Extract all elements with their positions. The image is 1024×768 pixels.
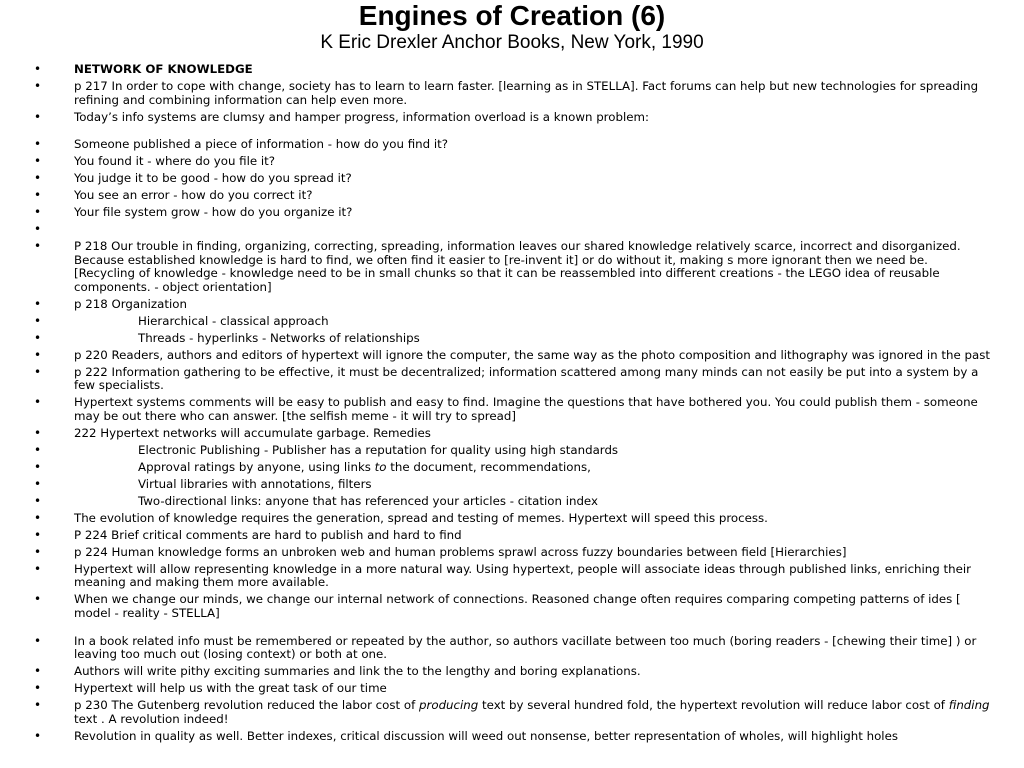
bullet-text: [74, 698, 990, 726]
bullet-dot-icon: •: [34, 188, 42, 203]
bullet-text: When we change our minds, we change our internal network of connections. Reasoned change often requires comparing competing patterns of ides [ model - reality - STELLA]: [74, 592, 961, 620]
bullet-text: Hierarchical - classical approach: [138, 313, 329, 328]
bullet-item: [0, 699, 1024, 726]
bullet-dot-icon: •: [34, 296, 42, 311]
bullet-text: You judge it to be good - how do you spread it?: [74, 171, 352, 186]
bullet-dot-icon: •: [34, 633, 42, 648]
bullet-text: Virtual libraries with annotations, filters: [138, 476, 372, 491]
text-segment: Approval ratings by anyone, using links: [138, 459, 375, 474]
bullet-item: [0, 563, 1024, 590]
bullet-text: You found it - where do you file it?: [74, 154, 276, 169]
bullet-dot-icon: •: [34, 544, 42, 559]
bullet-dot-icon: •: [34, 239, 42, 254]
bullet-text: P 224 Brief critical comments are hard to publish and hard to find: [74, 527, 462, 542]
slide-header: [0, 0, 1024, 55]
text-segment: text by several hundred fold, the hypertext revolution will reduce labor cost of: [478, 698, 949, 713]
bullet-dot-icon: •: [34, 425, 42, 440]
bullet-list: [0, 63, 1024, 747]
bullet-dot-icon: •: [34, 561, 42, 576]
bullet-item: [0, 444, 1024, 458]
bullet-item: [0, 396, 1024, 423]
slide-subtitle: K Eric Drexler Anchor Books, New York, 1990: [320, 32, 704, 53]
bullet-text: Your file system grow - how do you organize it?: [74, 205, 353, 220]
bullet-item: [0, 298, 1024, 312]
bullet-text: Hypertext systems comments will be easy to publish and easy to find. Imagine the questions that have bothered you. You could publish them - someone may be out there who can answer. [the selfish meme - it will try to spread]: [74, 395, 978, 423]
bullet-item: [0, 206, 1024, 220]
bullet-dot-icon: •: [34, 698, 42, 713]
bullet-item: [0, 63, 1024, 77]
bullet-text: Two-directional links: anyone that has referenced your articles - citation index: [138, 493, 598, 508]
bullet-dot-icon: •: [34, 592, 42, 607]
bullet-dot-icon: •: [34, 62, 42, 76]
text-segment: p 230 The Gutenberg revolution reduced the labor cost of: [74, 698, 420, 713]
bullet-dot-icon: •: [34, 222, 42, 237]
bullet-dot-icon: •: [34, 347, 42, 362]
slide-title: Engines of Creation (6): [358, 0, 666, 31]
bullet-dot-icon: •: [34, 78, 42, 93]
italic-segment: producing: [419, 698, 479, 713]
bullet-item: [0, 111, 1024, 125]
bullet-dot-icon: •: [34, 330, 42, 345]
bullet-dot-icon: •: [34, 395, 42, 410]
bullet-item: [0, 730, 1024, 744]
italic-segment: to: [374, 459, 387, 474]
bullet-dot-icon: •: [34, 527, 42, 542]
bullet-item: [0, 546, 1024, 560]
bullet-text: The evolution of knowledge requires the generation, spread and testing of memes. Hypertext will speed this process.: [74, 510, 768, 525]
bullet-dot-icon: •: [34, 459, 42, 474]
bullet-text: p 218 Organization: [74, 296, 187, 311]
bullet-text: p 220 Readers, authors and editors of hypertext will ignore the computer, the same way as the photo composition and lithography was ignored in the past: [74, 347, 991, 362]
bullet-item: [0, 495, 1024, 509]
bullet-dot-icon: •: [34, 137, 42, 152]
bullet-dot-icon: •: [34, 313, 42, 328]
bullet-item: [0, 332, 1024, 346]
bullet-dot-icon: •: [34, 154, 42, 169]
bullet-text: Electronic Publishing - Publisher has a reputation for quality using high standards: [138, 442, 619, 457]
bullet-item: [0, 172, 1024, 186]
bullet-text: 222 Hypertext networks will accumulate garbage. Remedies: [74, 425, 431, 440]
bullet-dot-icon: •: [34, 171, 42, 186]
bullet-item: [0, 189, 1024, 203]
italic-segment: finding: [948, 698, 990, 713]
bullet-item: [0, 635, 1024, 662]
bullet-dot-icon: •: [34, 493, 42, 508]
bullet-item: [0, 665, 1024, 679]
bullet-text: p 222 Information gathering to be effective, it must be decentralized; information scattered among many minds can not easily be put into a system by a few specialists.: [74, 364, 979, 393]
bullet-item: [0, 155, 1024, 169]
bullet-text: Hypertext will allow representing knowledge in a more natural way. Using hypertext, people will associate ideas through published links, enriching their meaning and making them more available.: [74, 561, 972, 590]
bullet-dot-icon: •: [34, 728, 42, 743]
bullet-item: [0, 478, 1024, 492]
bullet-item: [0, 529, 1024, 543]
bullet-dot-icon: •: [34, 664, 42, 679]
bullet-text: Today’s info systems are clumsy and hamper progress, information overload is a known problem:: [74, 109, 649, 124]
bullet-text: In a book related info must be remembered or repeated by the author, so authors vacillate between too much (boring readers - [chewing their time] ) or leaving too much out (losing context) or both at one.: [74, 633, 977, 662]
bullet-text: Threads - hyperlinks - Networks of relationships: [138, 330, 420, 345]
bullet-item: [0, 593, 1024, 620]
bullet-item: [0, 315, 1024, 329]
text-segment: the document, recommendations,: [386, 459, 591, 474]
bullet-text: NETWORK OF KNOWLEDGE: [74, 62, 253, 76]
bullet-text: Someone published a piece of information - how do you find it?: [74, 137, 449, 152]
bullet-dot-icon: •: [34, 681, 42, 696]
text-segment: text . A revolution indeed!: [74, 711, 229, 726]
bullet-item: [0, 682, 1024, 696]
bullet-item: [0, 138, 1024, 152]
bullet-text: [74, 461, 591, 475]
bullet-item: [0, 80, 1024, 107]
bullet-item: [0, 366, 1024, 393]
bullet-item: [0, 461, 1024, 475]
bullet-text: p 217 In order to cope with change, society has to learn to learn faster. [learning as in STELLA]. Fact forums can help but new technologies for spreading refining and combining information can help even more.: [74, 78, 979, 107]
bullet-item: [0, 240, 1024, 294]
bullet-dot-icon: •: [34, 109, 42, 124]
bullet-item: [0, 512, 1024, 526]
bullet-text: P 218 Our trouble in finding, organizing, correcting, spreading, information leaves our shared knowledge relatively scarce, incorrect and disorganized. Because established knowledge is hard to find, we often find it easier to [re-invent it] or do without it, making s more ignorant then we need be. [Recycling of knowledge - knowledge need to be in small chunks so that it can be reassembled into different creations - the LEGO idea of reusable components. - object orientation]: [74, 239, 961, 294]
bullet-text: Hypertext will help us with the great task of our time: [74, 681, 387, 696]
bullet-item: [0, 223, 1024, 237]
bullet-dot-icon: •: [34, 476, 42, 491]
bullet-text: Authors will write pithy exciting summaries and link the to the lengthy and boring explanations.: [74, 664, 641, 679]
bullet-text: p 224 Human knowledge forms an unbroken web and human problems sprawl across fuzzy boundaries between field [Hierarchies]: [74, 544, 847, 559]
bullet-text: Revolution in quality as well. Better indexes, critical discussion will weed out nonsense, better representation of wholes, will highlight holes: [74, 728, 898, 743]
bullet-item: [0, 427, 1024, 441]
bullet-item: [0, 349, 1024, 363]
bullet-dot-icon: •: [34, 510, 42, 525]
bullet-text: You see an error - how do you correct it?: [74, 188, 313, 203]
bullet-dot-icon: •: [34, 442, 42, 457]
bullet-dot-icon: •: [34, 205, 42, 220]
bullet-dot-icon: •: [34, 364, 42, 379]
